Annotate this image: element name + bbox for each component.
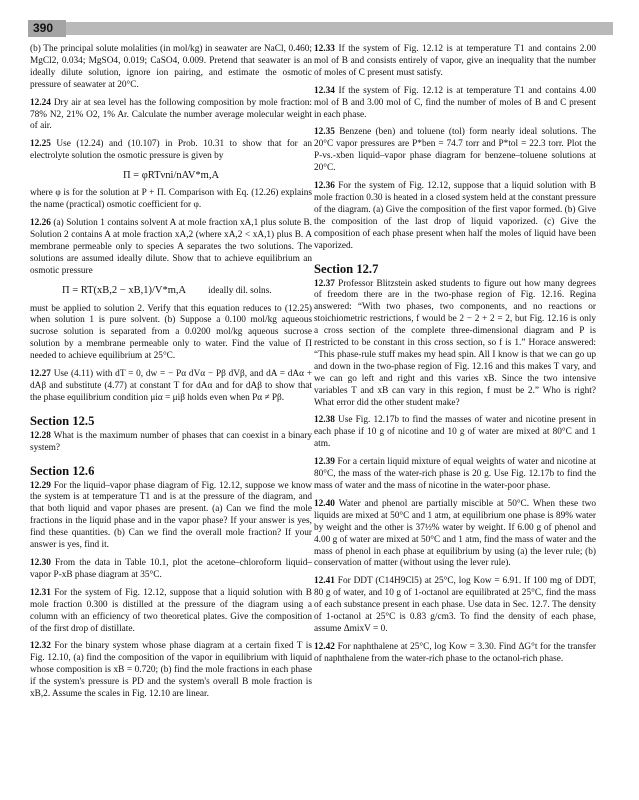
problem-number: 12.42 (314, 641, 335, 652)
problem-12-42 (314, 642, 596, 666)
problem-12-25-cont: where φ is for the solution at P + Π. Comparison with Eq. (12.26) explains the name (practical) osmotic coefficient for φ. (30, 188, 312, 211)
problem-text: For the system of Fig. 12.12, suppose that a liquid solution with B mole fraction 0.30 is heated in a closed system held at the constant pressure of the diagram. (a) Give the composition of the first vapor formed. (b) Give the composition of the last drop of liquid vaporized. (c) Give the composition of each phase present when half the moles of liquid have been vaporized. (314, 181, 596, 251)
problem-12-26 (30, 218, 312, 278)
problem-number: 12.26 (30, 217, 51, 228)
problem-number: 12.28 (30, 430, 51, 441)
problem-12-26-cont: must be applied to solution 2. Verify that this equation reduces to (12.25) when solution 1 is pure solvent. (b) Suppose a 0.100 mol/kg aqueous sucrose solution is separated from a 0.0200 mol/kg aqueous sucrose solution by a membrane permeable only to water. Find the value of Π needed to achieve equilibrium at 25°C. (30, 303, 312, 362)
equation-note: ideally dil. solns. (208, 285, 272, 296)
problem-12-24 (30, 98, 312, 134)
problem-number: 12.25 (30, 139, 51, 150)
problem-text: Use Fig. 12.17b to find the masses of water and nicotine present in each phase if 10 g of nicotine and 10 g of water are mixed at 80°C and 1 atm. (314, 415, 596, 450)
problem-12-30 (30, 558, 312, 582)
problem-12-41 (314, 576, 596, 636)
problem-text: Use (12.24) and (10.107) in Prob. 10.31 to show that for an electrolyte solution the osmotic pressure is given by (30, 139, 312, 162)
problem-number: 12.40 (314, 498, 335, 509)
problem-text: Use (4.11) with dT = 0, dw = − Pα dVα − Pβ dVβ, and dA = dAα + dAβ and substitute (4.77) at constant T for dAα and for dAβ to show that the phase equilibrium condition μiα = μiβ holds even when Pα ≠ Pβ. (30, 369, 312, 403)
problem-number: 12.35 (314, 127, 335, 138)
problem-12-33 (314, 44, 596, 80)
problem-number: 12.27 (30, 369, 51, 380)
problem-text: For the system of Fig. 12.12, suppose that a liquid solution with B mole fraction 0.300 is distilled at the pressure of the diagram using a column with an efficiency of two theoretical plates. Give the composition of the first drop of distillate. (30, 587, 312, 634)
problem-12-40 (314, 499, 596, 570)
section-heading-12-7: Section 12.7 (314, 261, 379, 276)
problem-text: Benzene (ben) and toluene (tol) form nearly ideal solutions. The 20°C vapor pressures are P*ben = 74.7 torr and P*tol = 22.3 torr. Plot the P-vs.-xben liquid–vapor phase diagram for benzene–toluene solutions at 20°C. (314, 127, 596, 174)
problem-12-38 (314, 415, 596, 451)
problem-text: For the liquid–vapor phase diagram of Fig. 12.12, suppose we know the system is at temperature T1 and is at the pressure of the diagram, and that both liquid and vapor phases are present. (a) Can we find the mole fractions in the liquid phase and in the vapor phase? If your answer is yes, find these quantities. (b) Can we find the overall mole fraction? If your answer is yes, find it. (30, 480, 312, 551)
problem-12-34 (314, 86, 596, 122)
problem-number: 12.34 (314, 85, 335, 96)
problem-12-36 (314, 181, 596, 252)
problem-number: 12.39 (314, 457, 335, 468)
problem-text: Dry air at sea level has the following composition by mole fraction: 78% N2, 21% O2, 1% Ar. Calculate the number average molecular weight of air. (30, 97, 312, 132)
problem-number: 12.36 (314, 181, 335, 192)
problem-12-32 (30, 641, 312, 701)
problem-12-39 (314, 457, 596, 493)
problem-12-35 (314, 127, 596, 175)
equation-osmotic-electrolyte: Π = φRTνni/nAV*m,A (122, 170, 220, 182)
problem-12-37 (314, 279, 596, 410)
problem-text: For naphthalene at 25°C, log Kow = 3.30. Find ΔG°t for the transfer of naphthalene from the water-rich phase to the octanol-rich phase. (314, 641, 596, 664)
problem-text: What is the maximum number of phases that can coexist in a binary system? (30, 430, 313, 453)
problem-12-29 (30, 481, 312, 552)
equation-osmotic-ideal-dilute (30, 284, 312, 298)
problem-text: For the binary system whose phase diagram at a certain fixed T is Fig. 12.10, (a) find the composition of the vapor in equilibrium with liquid whose composition is xB = 0.720; (b) find the mole fractions in each phase if the system's pressure is PD and the system's overall B mole fraction is xB,2. Assume the scales in Fig. 12.10 are linear. (30, 641, 312, 700)
problem-12-23b: (b) The principal solute molalities (in mol/kg) in seawater are NaCl, 0.460; MgCl2, 0.034; MgSO4, 0.019; CaSO4, 0.009. Pretend that seawater is an ideally dilute solution, ignore ion pairing, and estimate the osmotic pressure of seawater at 20°C. (30, 44, 312, 90)
problem-text: (a) Solution 1 contains solvent A at mole fraction xA,1 plus solute B. Solution 2 contains A at mole fraction xA,2 (where xA,2 < xA,1) plus B. A membrane permeable only to species A separates the two solutions. The solutions are assumed ideally dilute. Show that to achieve equilibrium an osmotic pressure (30, 217, 312, 276)
problem-text: If the system of Fig. 12.12 is at temperature T1 and contains 2.00 mol of B and consists entirely of vapor, give an inequality that the number of moles of C present must satisfy. (314, 44, 597, 78)
problem-number: 12.30 (30, 558, 51, 568)
problem-text: Professor Blitzstein asked students to figure out how many degrees of freedom there are in the two-phase region of Fig. 12.16. Regina answered: “With two phases, two components, and no reactions or stoichiometric restrictions, f would be 2 − 2 + 2 = 2, but Fig. 12.16 is only a cross section of the complete three-dimensional diagram and P is restricted to be constant in this cross section, so f is 1.” Horace answered: “This phase-rule stuff makes my head spin. All I know is that we can go up and down in the two-phase region of Fig. 12.16 and this makes T vary, and we can go left and right and this varies xB. Since the two intensive variables T and xB can vary in this region, f must be 2.” Who is right? What error did the other student make? (314, 278, 596, 408)
problem-text: From the data in Table 10.1, plot the acetone–chloroform liquid–vapor P-xB phase diagram at 35°C. (30, 558, 312, 580)
equation-body: Π = RT(xB,2 − xB,1)/V*m,A (62, 284, 187, 296)
right-column (314, 44, 596, 672)
section-heading-12-5: Section 12.5 (30, 413, 95, 428)
problem-number: 12.41 (314, 576, 335, 587)
problem-number: 12.33 (314, 44, 335, 54)
page-header-bar (28, 22, 613, 35)
problem-text: For a certain liquid mixture of equal weights of water and nicotine at 80°C, the mass of the water-rich phase is 20 g. Use Fig. 12.17b to find the mass of water and the mass of nicotine in the water-poor phase. (314, 457, 596, 491)
problem-number: 12.32 (30, 641, 51, 652)
problem-number: 12.31 (30, 587, 51, 598)
page-number: 390 (33, 21, 54, 35)
problem-number: 12.29 (30, 480, 51, 491)
problem-12-28 (30, 431, 312, 455)
problem-text: For DDT (C14H9Cl5) at 25°C, log Kow = 6.91. If 100 mg of DDT, 80 g of water, and 10 g of 1-octanol are equilibrated at 25°C, find the mass of each substance present in each phase. Use data in Sec. 12.7. The density of 1-octanol at 25°C is 0.83 g/cm3. To find the density of each phase, assume ΔmixV = 0. (314, 576, 596, 634)
problem-number: 12.24 (30, 97, 51, 108)
problem-text: If the system of Fig. 12.12 is at temperature T1 and contains 4.00 mol of B and 3.00 mol of C, find the number of moles of B and C present in each phase. (314, 85, 597, 120)
problem-number: 12.37 (314, 278, 335, 289)
problem-12-27 (30, 369, 312, 405)
problem-number: 12.38 (314, 415, 335, 426)
problem-12-25 (30, 139, 312, 163)
left-column (30, 44, 312, 707)
problem-12-31 (30, 588, 312, 636)
problem-text: Water and phenol are partially miscible at 50°C. When these two liquids are mixed at 50°C and 1 atm, at equilibrium one phase is 89% water by weight and the other is 37½% water by weight. If 6.00 g of phenol and 4.00 g of water are mixed at 50°C and 1 atm, find the mass of water and the mass of phenol in each phase at equilibrium by using (a) the lever rule; (b) conservation of matter (without using the lever rule). (314, 498, 596, 569)
section-heading-12-6: Section 12.6 (30, 463, 95, 478)
